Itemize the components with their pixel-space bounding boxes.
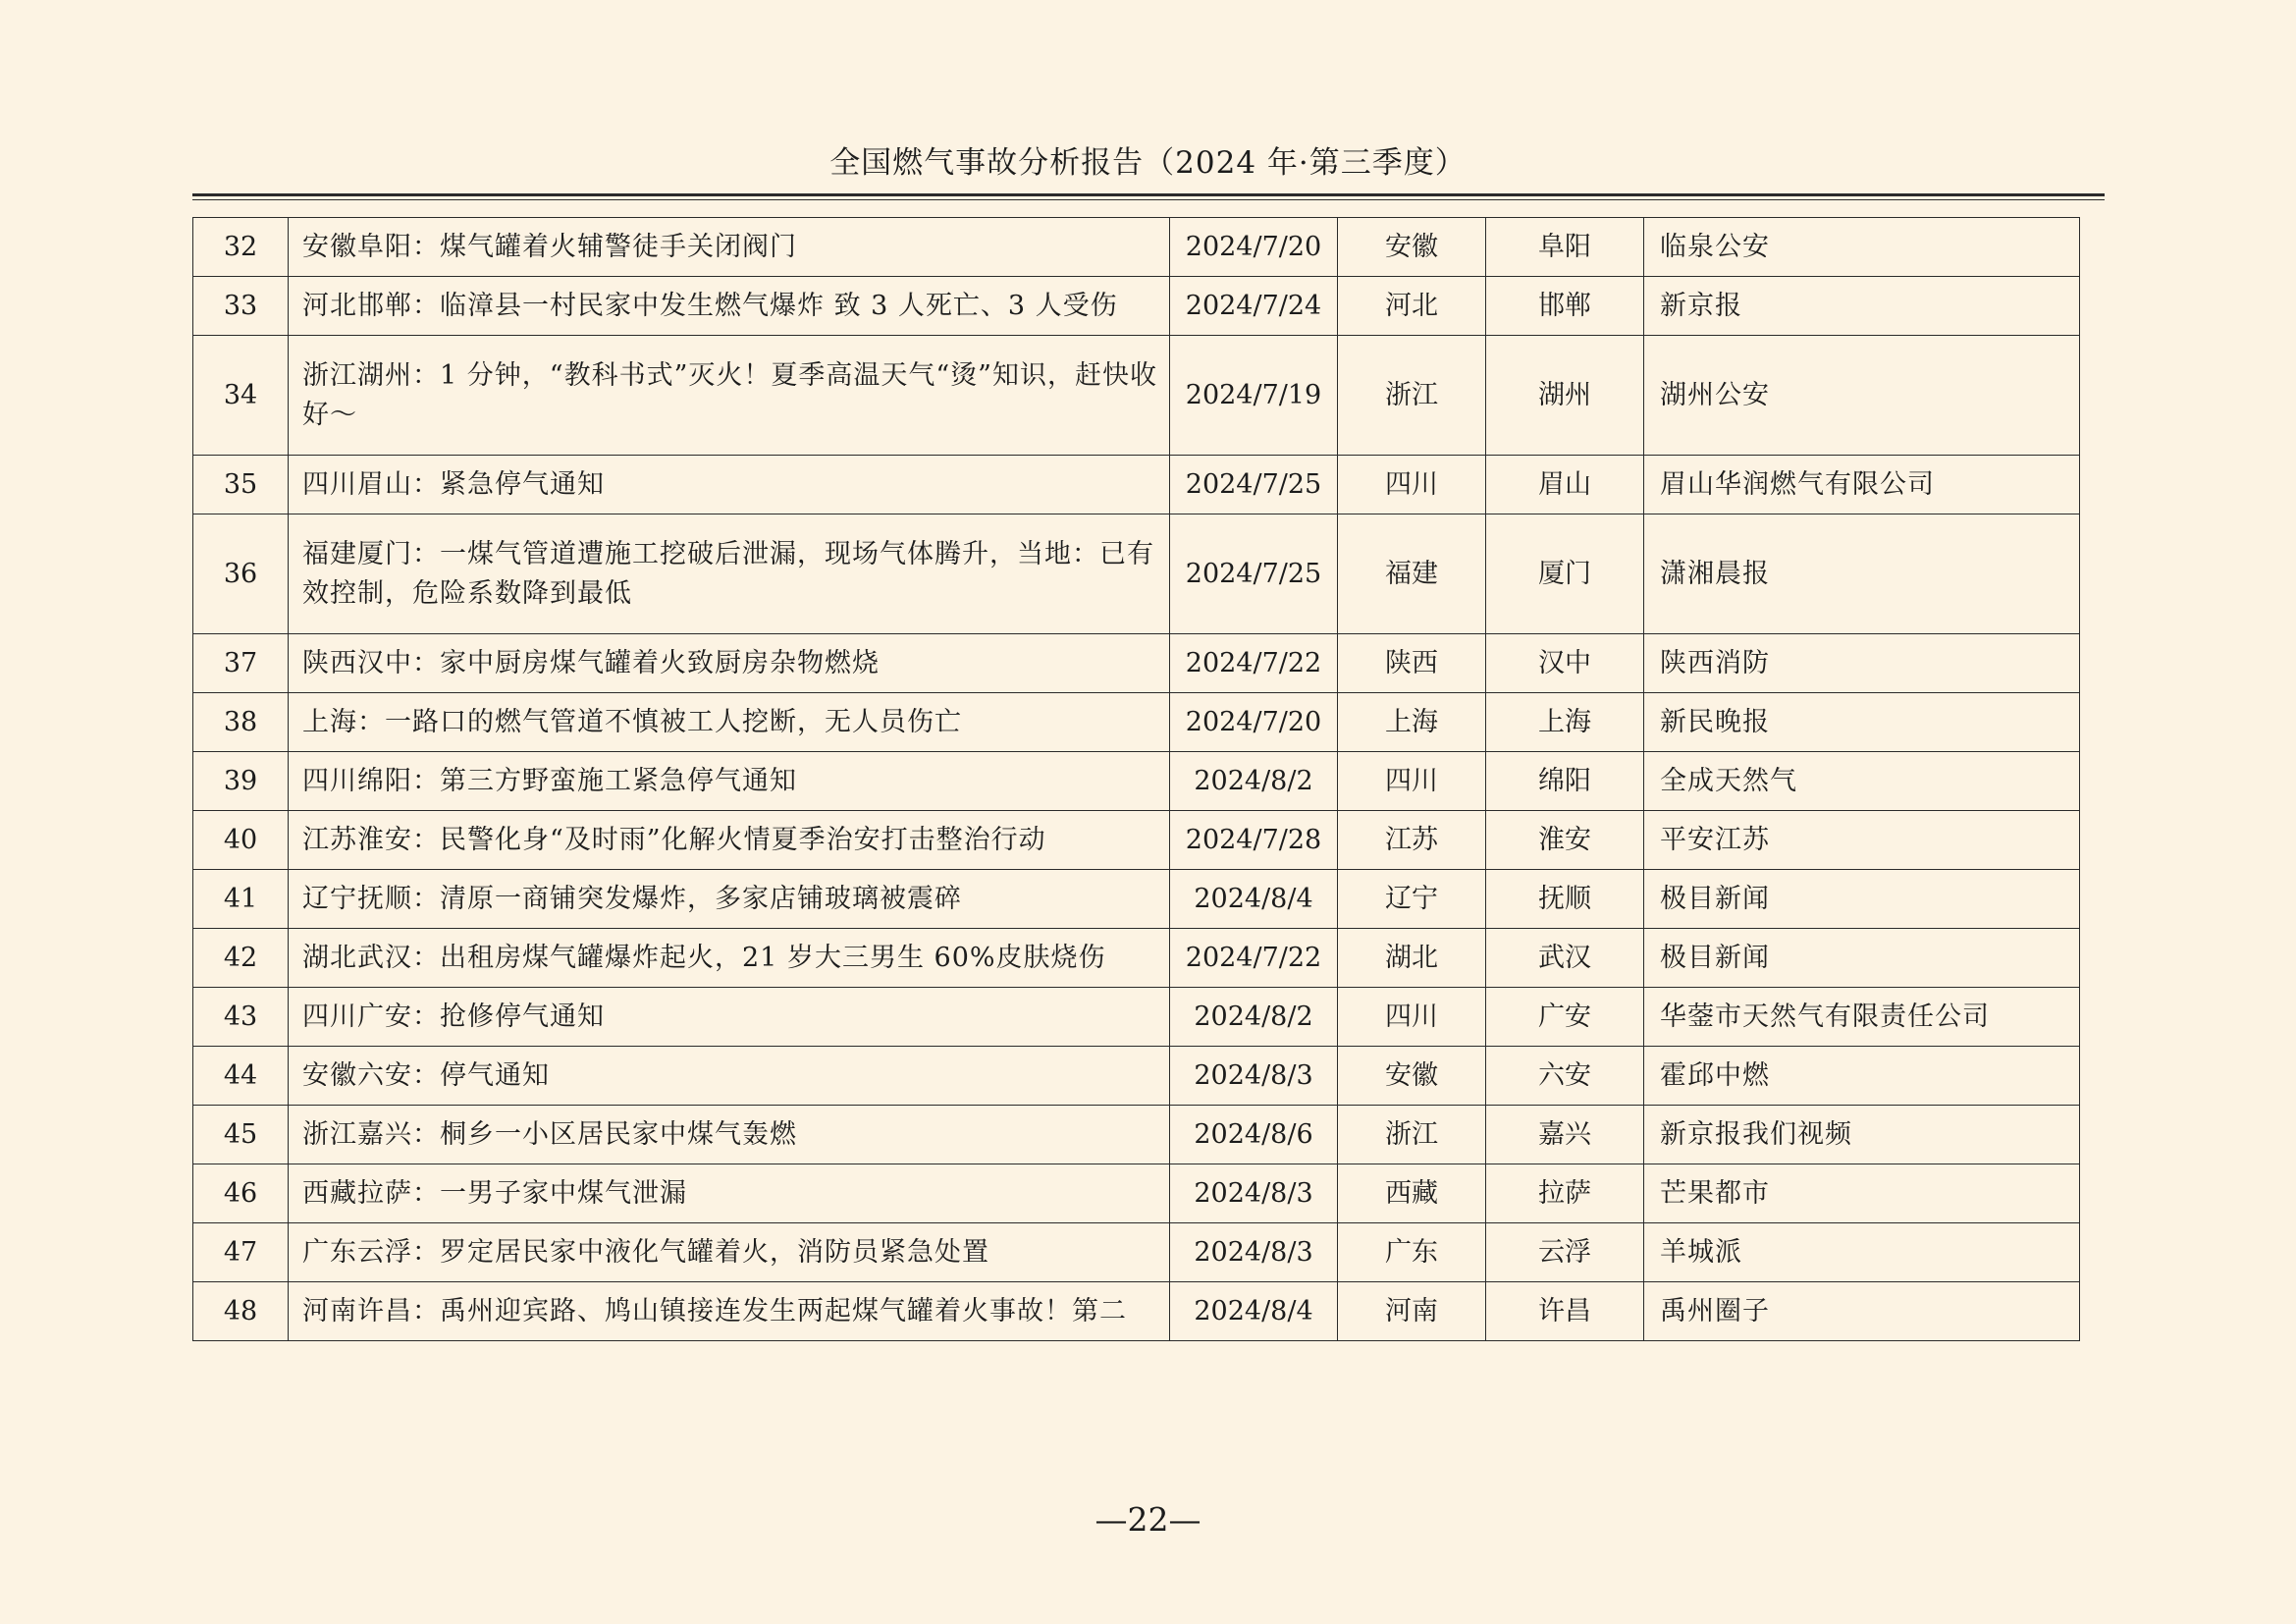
table-row	[193, 693, 2080, 752]
incident-city: 六安	[1486, 1047, 1644, 1106]
row-number: 38	[193, 693, 289, 752]
incident-province: 安徽	[1338, 218, 1486, 277]
incident-title: 四川广安：抢修停气通知	[289, 988, 1170, 1047]
table-row	[193, 634, 2080, 693]
incident-date: 2024/7/20	[1170, 693, 1338, 752]
incident-title: 安徽阜阳：煤气罐着火辅警徒手关闭阀门	[289, 218, 1170, 277]
incident-title: 浙江嘉兴：桐乡一小区居民家中煤气轰燃	[289, 1106, 1170, 1164]
incident-date: 2024/7/20	[1170, 218, 1338, 277]
incident-date: 2024/8/4	[1170, 1282, 1338, 1341]
row-number: 36	[193, 514, 289, 634]
incident-province: 广东	[1338, 1223, 1486, 1282]
incident-province: 西藏	[1338, 1164, 1486, 1223]
incident-city: 湖州	[1486, 336, 1644, 456]
incident-source: 临泉公安	[1644, 218, 2080, 277]
incident-source: 羊城派	[1644, 1223, 2080, 1282]
row-number: 39	[193, 752, 289, 811]
incident-province: 四川	[1338, 752, 1486, 811]
incident-title: 上海：一路口的燃气管道不慎被工人挖断，无人员伤亡	[289, 693, 1170, 752]
incident-source: 禹州圈子	[1644, 1282, 2080, 1341]
incident-city: 汉中	[1486, 634, 1644, 693]
table-row	[193, 514, 2080, 634]
incident-date: 2024/8/2	[1170, 988, 1338, 1047]
page-header-title: 全国燃气事故分析报告（2024 年·第三季度）	[829, 145, 1467, 181]
row-number: 43	[193, 988, 289, 1047]
incident-city: 邯郸	[1486, 277, 1644, 336]
incident-date: 2024/7/19	[1170, 336, 1338, 456]
incident-date: 2024/7/24	[1170, 277, 1338, 336]
incident-province: 湖北	[1338, 929, 1486, 988]
incident-title: 江苏淮安：民警化身“及时雨”化解火情夏季治安打击整治行动	[289, 811, 1170, 870]
table-row	[193, 218, 2080, 277]
table-row	[193, 811, 2080, 870]
row-number: 37	[193, 634, 289, 693]
incident-city: 淮安	[1486, 811, 1644, 870]
incident-city: 嘉兴	[1486, 1106, 1644, 1164]
incident-source: 霍邱中燃	[1644, 1047, 2080, 1106]
row-number: 32	[193, 218, 289, 277]
incident-province: 上海	[1338, 693, 1486, 752]
incident-city: 拉萨	[1486, 1164, 1644, 1223]
incident-city: 上海	[1486, 693, 1644, 752]
incident-title: 陕西汉中：家中厨房煤气罐着火致厨房杂物燃烧	[289, 634, 1170, 693]
incident-source: 陕西消防	[1644, 634, 2080, 693]
incident-province: 安徽	[1338, 1047, 1486, 1106]
row-number: 44	[193, 1047, 289, 1106]
table-row	[193, 1282, 2080, 1341]
incident-title: 四川绵阳：第三方野蛮施工紧急停气通知	[289, 752, 1170, 811]
incident-date: 2024/8/6	[1170, 1106, 1338, 1164]
table-row	[193, 1164, 2080, 1223]
incident-province: 浙江	[1338, 336, 1486, 456]
incident-province: 河南	[1338, 1282, 1486, 1341]
incident-source: 新民晚报	[1644, 693, 2080, 752]
incident-date: 2024/7/28	[1170, 811, 1338, 870]
incident-source: 华蓥市天然气有限责任公司	[1644, 988, 2080, 1047]
incident-province: 陕西	[1338, 634, 1486, 693]
incident-table	[192, 217, 2080, 1341]
incident-city: 广安	[1486, 988, 1644, 1047]
table-row	[193, 1047, 2080, 1106]
incident-city: 抚顺	[1486, 870, 1644, 929]
incident-date: 2024/8/2	[1170, 752, 1338, 811]
row-number: 47	[193, 1223, 289, 1282]
incident-title: 西藏拉萨：一男子家中煤气泄漏	[289, 1164, 1170, 1223]
incident-source: 眉山华润燃气有限公司	[1644, 456, 2080, 514]
incident-title: 河北邯郸：临漳县一村民家中发生燃气爆炸 致 3 人死亡、3 人受伤	[289, 277, 1170, 336]
incident-province: 河北	[1338, 277, 1486, 336]
incident-source: 平安江苏	[1644, 811, 2080, 870]
row-number: 33	[193, 277, 289, 336]
incident-source: 新京报我们视频	[1644, 1106, 2080, 1164]
incident-source: 芒果都市	[1644, 1164, 2080, 1223]
table-row	[193, 988, 2080, 1047]
incident-title: 广东云浮：罗定居民家中液化气罐着火，消防员紧急处置	[289, 1223, 1170, 1282]
table-row	[193, 752, 2080, 811]
header-rule-thin	[192, 199, 2105, 200]
table-row	[193, 456, 2080, 514]
row-number: 45	[193, 1106, 289, 1164]
incident-title: 河南许昌：禹州迎宾路、鸠山镇接连发生两起煤气罐着火事故！第二	[289, 1282, 1170, 1341]
incident-title: 福建厦门：一煤气管道遭施工挖破后泄漏，现场气体腾升，当地：已有效控制，危险系数降到最低	[289, 514, 1170, 634]
incident-city: 绵阳	[1486, 752, 1644, 811]
incident-source: 新京报	[1644, 277, 2080, 336]
incident-city: 云浮	[1486, 1223, 1644, 1282]
table-row	[193, 336, 2080, 456]
incident-province: 四川	[1338, 456, 1486, 514]
incident-province: 辽宁	[1338, 870, 1486, 929]
incident-title: 湖北武汉：出租房煤气罐爆炸起火，21 岁大三男生 60%皮肤烧伤	[289, 929, 1170, 988]
incident-city: 厦门	[1486, 514, 1644, 634]
incident-date: 2024/8/3	[1170, 1047, 1338, 1106]
incident-date: 2024/8/3	[1170, 1223, 1338, 1282]
incident-date: 2024/7/25	[1170, 514, 1338, 634]
incident-province: 四川	[1338, 988, 1486, 1047]
incident-province: 福建	[1338, 514, 1486, 634]
row-number: 42	[193, 929, 289, 988]
incident-city: 眉山	[1486, 456, 1644, 514]
incident-province: 浙江	[1338, 1106, 1486, 1164]
incident-date: 2024/8/4	[1170, 870, 1338, 929]
row-number: 40	[193, 811, 289, 870]
incident-date: 2024/7/22	[1170, 634, 1338, 693]
incident-title: 四川眉山：紧急停气通知	[289, 456, 1170, 514]
table-row	[193, 277, 2080, 336]
incident-source: 潇湘晨报	[1644, 514, 2080, 634]
incident-date: 2024/7/22	[1170, 929, 1338, 988]
incident-city: 武汉	[1486, 929, 1644, 988]
row-number: 48	[193, 1282, 289, 1341]
row-number: 41	[193, 870, 289, 929]
row-number: 46	[193, 1164, 289, 1223]
incident-title: 安徽六安：停气通知	[289, 1047, 1170, 1106]
row-number: 35	[193, 456, 289, 514]
incident-city: 阜阳	[1486, 218, 1644, 277]
incident-date: 2024/8/3	[1170, 1164, 1338, 1223]
incident-title: 辽宁抚顺：清原一商铺突发爆炸，多家店铺玻璃被震碎	[289, 870, 1170, 929]
incident-source: 极目新闻	[1644, 870, 2080, 929]
table-row	[193, 1106, 2080, 1164]
row-number: 34	[193, 336, 289, 456]
page-number: —22—	[1095, 1500, 1201, 1539]
incident-province: 江苏	[1338, 811, 1486, 870]
incident-source: 湖州公安	[1644, 336, 2080, 456]
table-row	[193, 929, 2080, 988]
incident-city: 许昌	[1486, 1282, 1644, 1341]
incident-source: 全成天然气	[1644, 752, 2080, 811]
incident-date: 2024/7/25	[1170, 456, 1338, 514]
header-rule-thick	[192, 193, 2105, 196]
incident-source: 极目新闻	[1644, 929, 2080, 988]
table-row	[193, 870, 2080, 929]
table-row	[193, 1223, 2080, 1282]
incident-title: 浙江湖州：1 分钟，“教科书式”灭火！夏季高温天气“烫”知识，赶快收好～	[289, 336, 1170, 456]
